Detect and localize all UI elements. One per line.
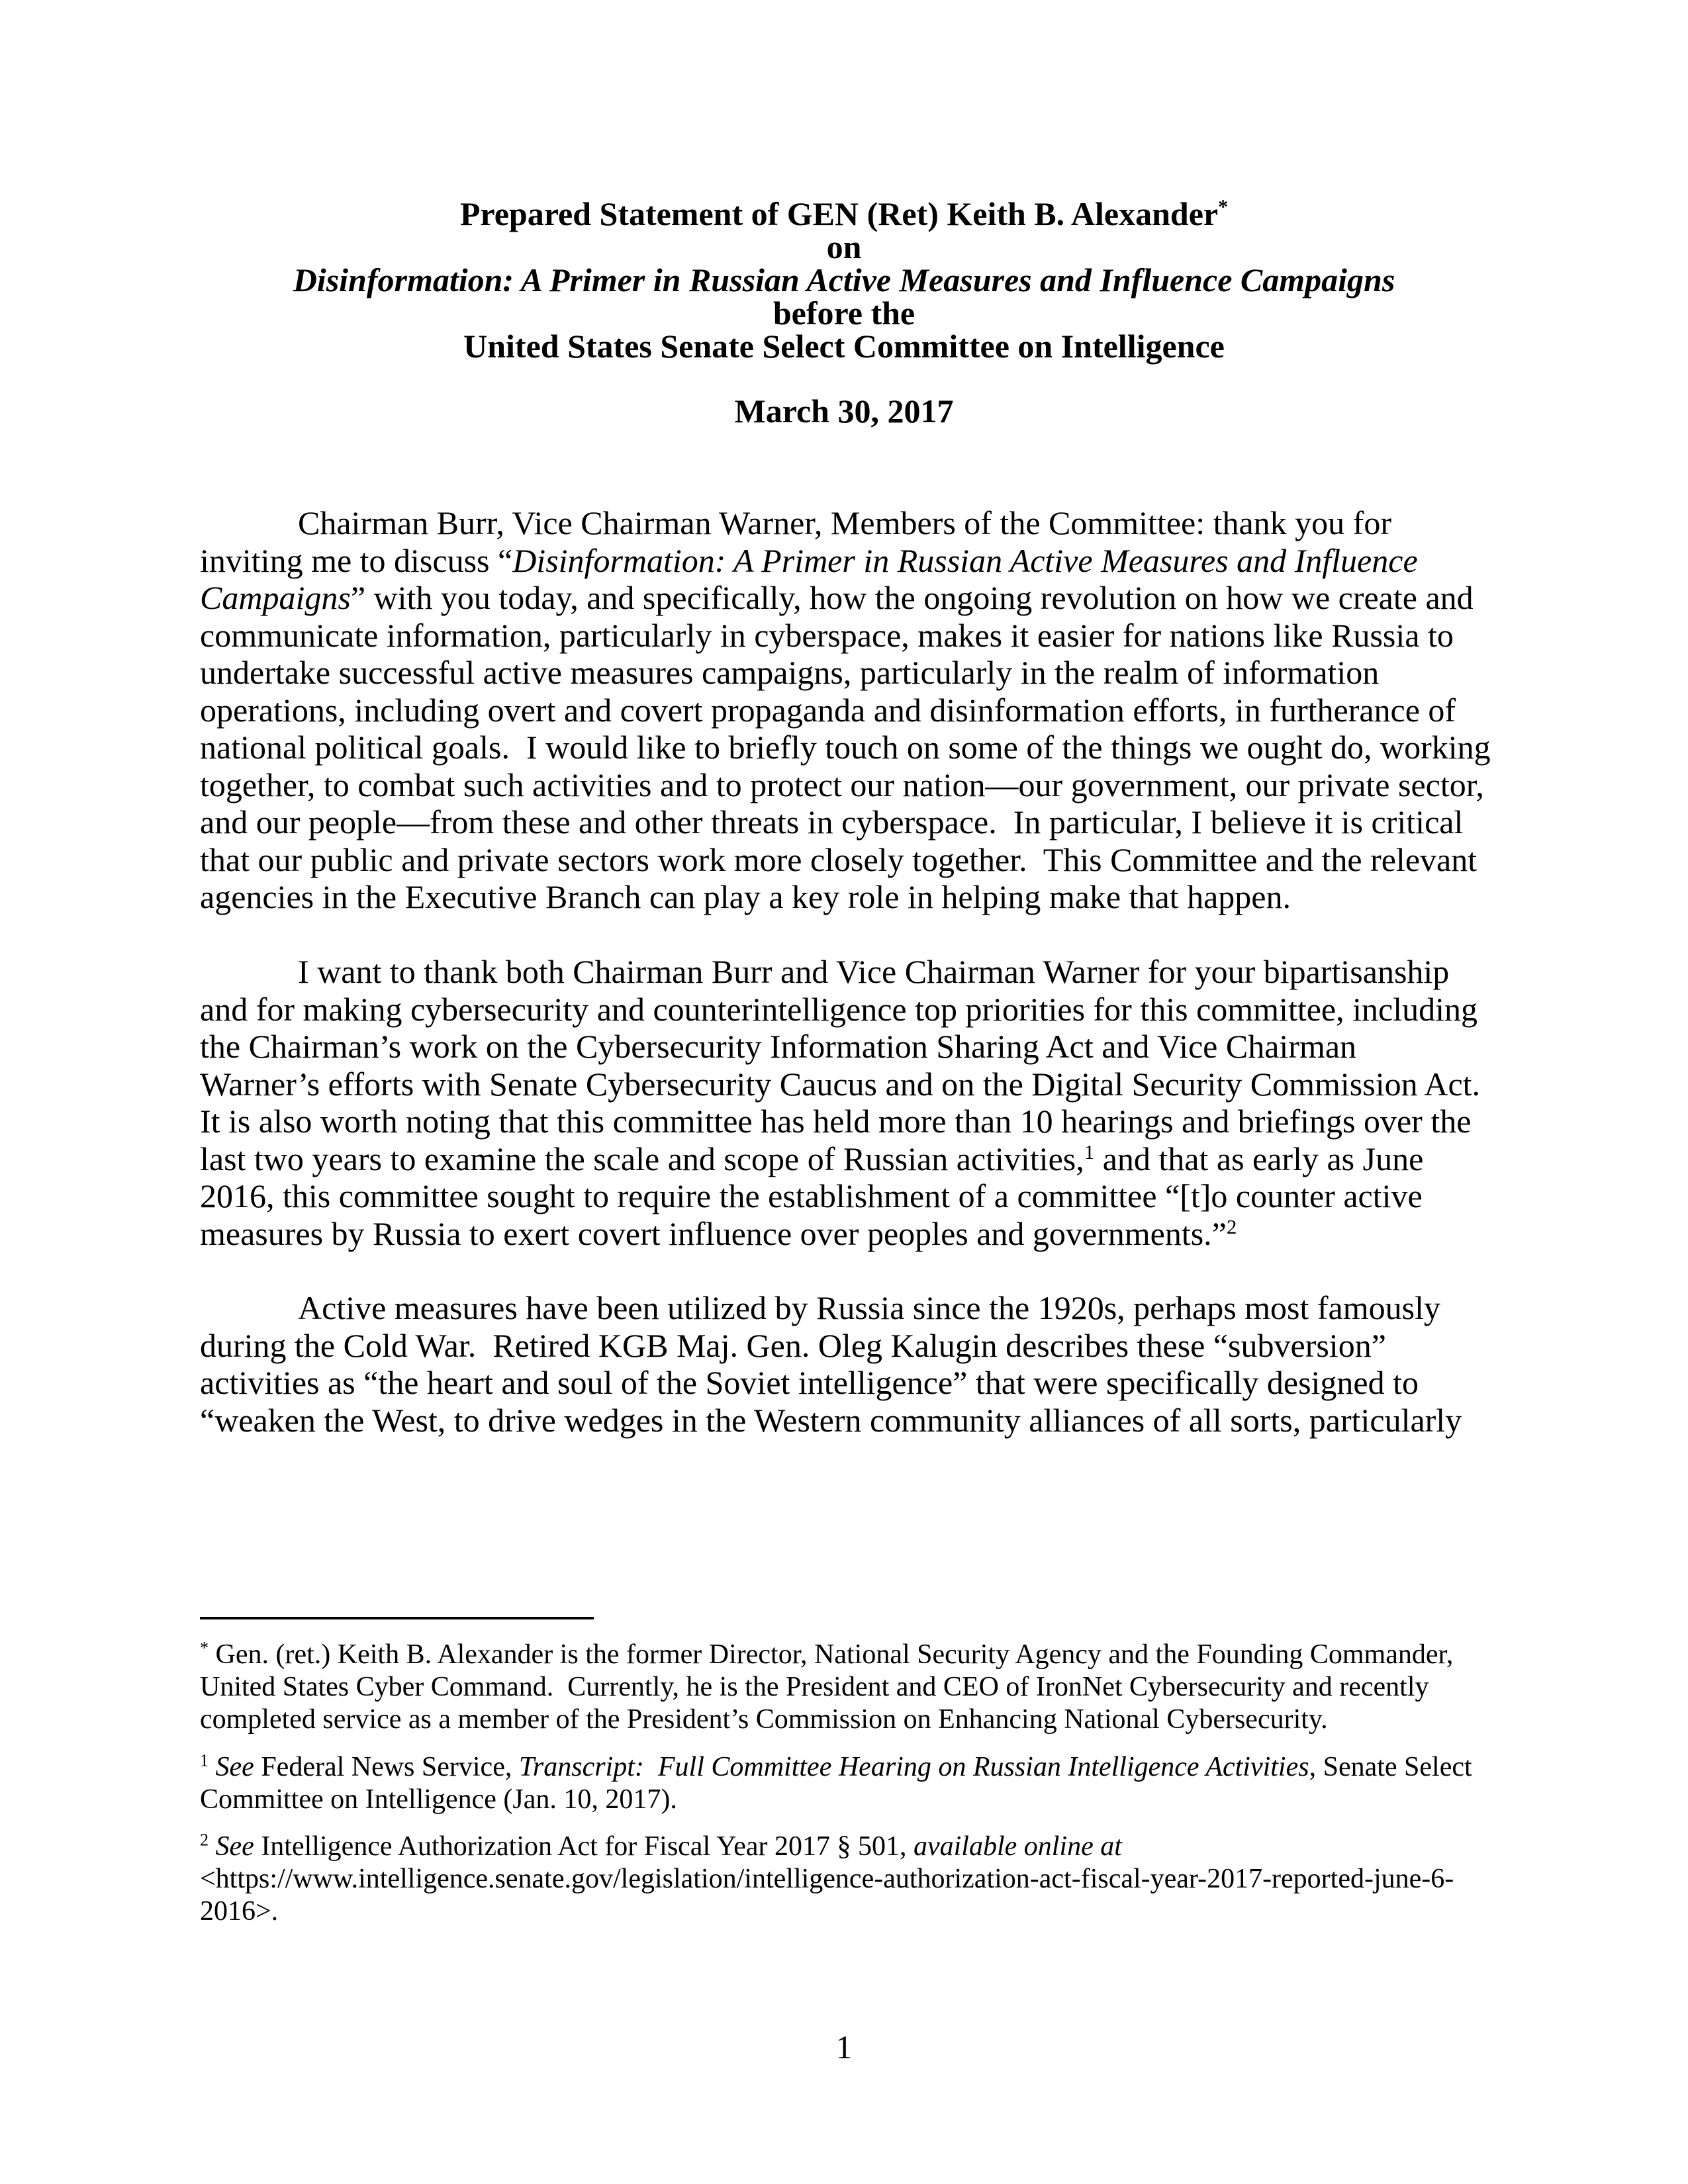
page-number: 1 xyxy=(835,2028,853,2066)
text: 2016>. xyxy=(200,1896,279,1927)
text: national political goals. I would like to briefly touch on some of the things we ought do, working xyxy=(200,729,1491,766)
text: Gen. (ret.) Keith B. Alexander is the former Director, National Security Agency and the Founding Commander, xyxy=(209,1639,1454,1670)
title-line: before the xyxy=(773,295,915,332)
text-line xyxy=(200,1066,1484,1103)
text: operations, including overt and covert propaganda and disinformation efforts, in furtherance of xyxy=(200,691,1456,729)
text: and that as early as June xyxy=(1094,1140,1424,1177)
text-line xyxy=(200,1289,1484,1327)
paragraph-1 xyxy=(200,504,1491,916)
document-title xyxy=(0,197,1688,363)
text-line xyxy=(200,1028,1484,1066)
text-line xyxy=(200,878,1484,916)
text: last two years to examine the scale and scope of Russian activities, xyxy=(200,1140,1084,1177)
title-line xyxy=(0,197,1688,230)
text-line xyxy=(200,579,1484,617)
text: inviting me to discuss “ xyxy=(200,541,513,579)
title-text: Prepared Statement of GEN (Ret) Keith B. Alexander xyxy=(459,195,1219,232)
text-line xyxy=(200,1140,1484,1178)
text: “weaken the West, to drive wedges in the Western community alliances of all sorts, particularly xyxy=(200,1401,1462,1439)
title-line: United States Senate Select Committee on Intelligence xyxy=(463,328,1225,365)
text: the Chairman’s work on the Cybersecurity Information Sharing Act and Vice Chairman xyxy=(200,1028,1357,1065)
text xyxy=(209,1831,216,1862)
footnote-reference[interactable]: 2 xyxy=(1226,1214,1237,1238)
text: during the Cold War. Retired KGB Maj. Gen. Oleg Kalugin describes these “subversion” xyxy=(200,1326,1386,1364)
text-line xyxy=(200,1831,1484,1863)
text-line xyxy=(200,1639,1484,1671)
text-line xyxy=(200,1103,1484,1140)
italic-text: See xyxy=(215,1752,254,1782)
text-line xyxy=(200,542,1484,580)
text: Active measures have been utilized by Russia since the 1920s, perhaps most famously xyxy=(298,1289,1440,1326)
footnote-separator xyxy=(200,1617,594,1619)
text-line xyxy=(200,1863,1484,1895)
text-line xyxy=(200,1784,1484,1816)
text: completed service as a member of the President’s Commission on Enhancing National Cybersecurity. xyxy=(200,1704,1328,1735)
text-line xyxy=(200,1895,1484,1928)
statement-date: March 30, 2017 xyxy=(734,392,954,430)
italic-text: Disinformation: A Primer in Russian Active Measures and Influence xyxy=(512,541,1418,579)
footnote-reference: 1 xyxy=(200,1751,209,1770)
text-line xyxy=(200,729,1491,766)
text-line xyxy=(200,1215,1484,1253)
text: United States Cyber Command. Currently, he is the President and CEO of IronNet Cybersecurity and recently xyxy=(200,1672,1429,1702)
text-line xyxy=(200,692,1484,729)
footnote-reference: * xyxy=(200,1638,209,1658)
text: <https://www.intelligence.senate.gov/legislation/intelligence-authorization-act-fiscal-year-2017-reported-june-6- xyxy=(200,1864,1454,1894)
footnote-2 xyxy=(200,1831,1484,1928)
italic-text: available online at xyxy=(913,1831,1122,1862)
paragraph-2 xyxy=(200,953,1484,1252)
text: , Senate Select xyxy=(1309,1752,1472,1782)
text: measures by Russia to exert covert influence over peoples and governments.” xyxy=(200,1214,1227,1252)
text-line xyxy=(200,991,1484,1028)
text: and for making cybersecurity and counterintelligence top priorities for this committee, including xyxy=(200,990,1477,1028)
title-line xyxy=(0,263,1688,296)
text xyxy=(209,1752,216,1782)
text-line xyxy=(200,953,1484,991)
text: Chairman Burr, Vice Chairman Warner, Members of the Committee: thank you for xyxy=(298,504,1391,541)
text: and our people—from these and other threats in cyberspace. In particular, I believe it is critical xyxy=(200,803,1464,841)
text-line xyxy=(200,504,1484,542)
text: ” with you today, and specifically, how the ongoing revolution on how we create and xyxy=(350,579,1474,616)
text-line xyxy=(200,1364,1484,1402)
paragraph-3 xyxy=(200,1289,1484,1439)
text-line xyxy=(200,766,1484,804)
text-line xyxy=(200,1402,1484,1439)
text: that our public and private sectors work more closely together. This Committee and the relevant xyxy=(200,841,1477,878)
text-line xyxy=(200,617,1484,655)
text: together, to combat such activities and to protect our nation—our government, our private sector, xyxy=(200,766,1484,803)
text: Federal News Service, xyxy=(254,1752,519,1782)
text-line xyxy=(200,1177,1484,1215)
text: 2016, this committee sought to require the establishment of a committee “[t]o counter active xyxy=(200,1177,1423,1214)
title-line: on xyxy=(826,228,862,265)
footnote-star xyxy=(200,1639,1484,1736)
text: It is also worth noting that this committee has held more than 10 hearings and briefings over the xyxy=(200,1103,1472,1140)
footnote-reference[interactable]: 1 xyxy=(1084,1140,1095,1163)
text-line xyxy=(200,1751,1484,1784)
title-footnote-mark[interactable]: * xyxy=(1218,196,1229,218)
text: Committee on Intelligence (Jan. 10, 2017). xyxy=(200,1784,677,1815)
hearing-title: Disinformation: A Primer in Russian Active Measures and Influence Campaigns xyxy=(293,261,1395,298)
text: agencies in the Executive Branch can play a key role in helping make that happen. xyxy=(200,878,1291,915)
text: Intelligence Authorization Act for Fiscal Year 2017 § 501, xyxy=(254,1831,914,1862)
text: communicate information, particularly in cyberspace, makes it easier for nations like Russia to xyxy=(200,616,1454,654)
text-line xyxy=(200,1671,1484,1704)
italic-text: See xyxy=(215,1831,254,1862)
text-line xyxy=(200,654,1484,692)
text: undertake successful active measures campaigns, particularly in the realm of information xyxy=(200,654,1380,691)
text-line xyxy=(200,841,1484,879)
text: Warner’s efforts with Senate Cybersecurity Caucus and on the Digital Security Commission Act. xyxy=(200,1065,1481,1103)
footnote-1 xyxy=(200,1751,1484,1816)
text: I want to thank both Chairman Burr and Vice Chairman Warner for your bipartisanship xyxy=(298,953,1450,990)
text-line xyxy=(200,1327,1484,1365)
text: activities as “the heart and soul of the Soviet intelligence” that were specifically designed to xyxy=(200,1364,1419,1401)
footnote-reference: 2 xyxy=(200,1830,209,1850)
italic-text: Campaigns xyxy=(200,579,351,616)
italic-text: Transcript: Full Committee Hearing on Russian Intelligence Activities xyxy=(518,1752,1309,1782)
text-line xyxy=(200,803,1484,841)
text-line xyxy=(200,1704,1484,1736)
